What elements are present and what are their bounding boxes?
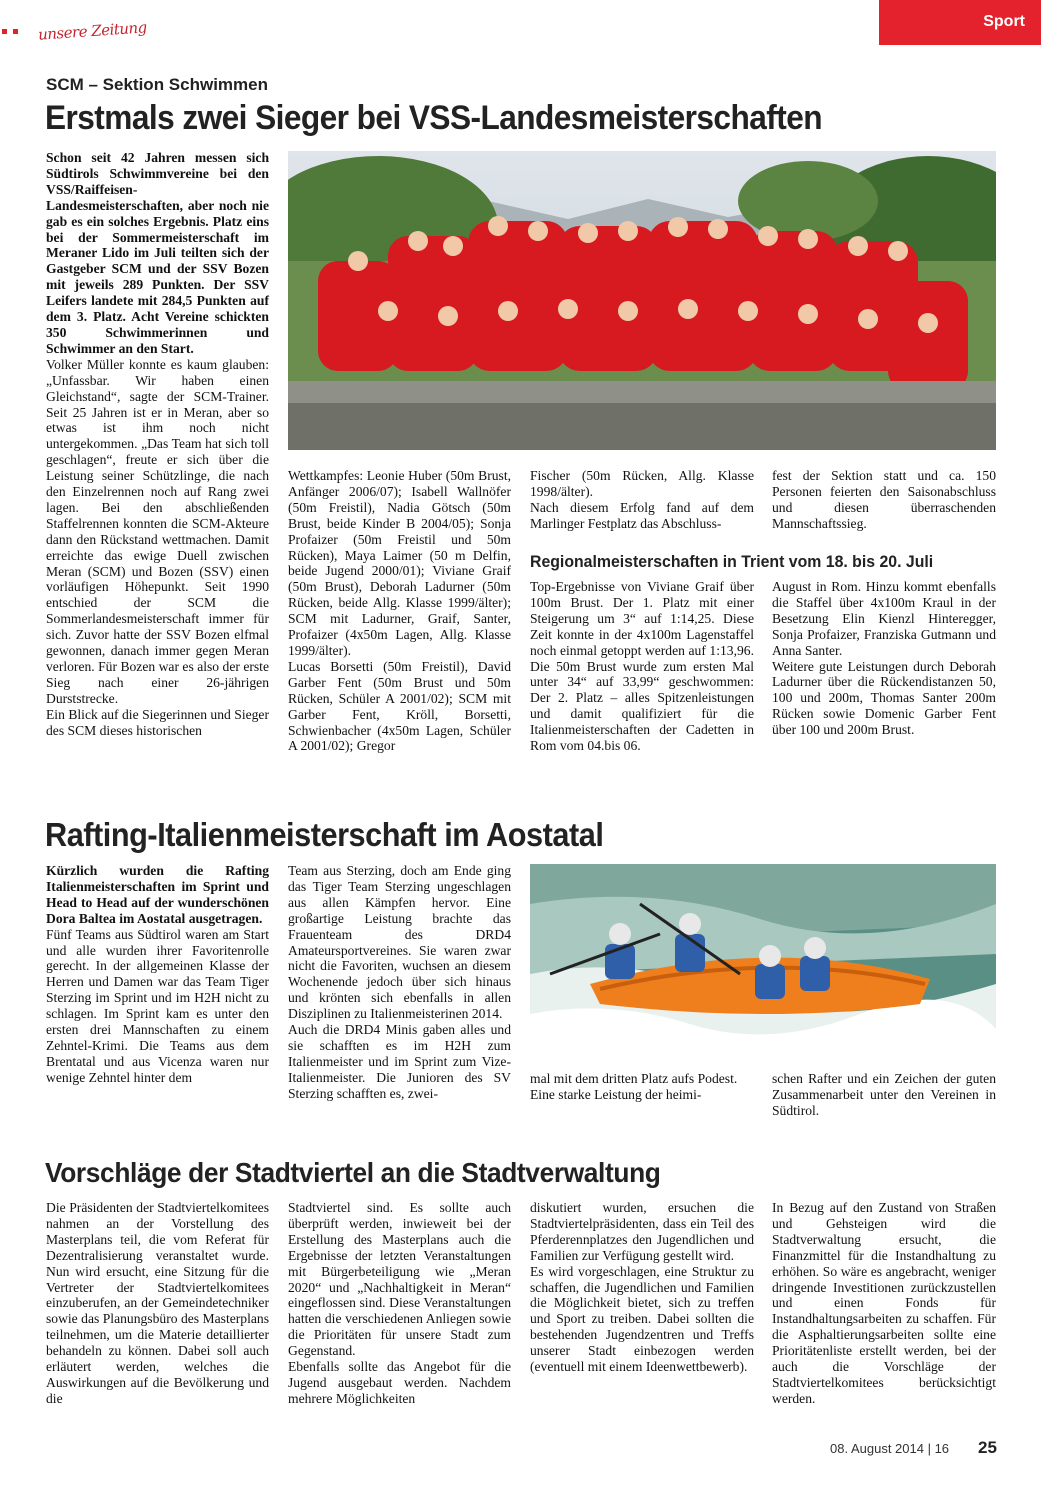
article3-col1: Die Präsidenten der Stadtviertelkomitees nahmen an der Vorstellung des Masterplans teil, die vom Referat für Dezentralisierung veranstaltet wurde. Nun wird ersucht, eine Sitzung für die Vertreter der Stadtviertelkomitees einzuberufen, an der Gemeindetechniker sowie das Planungsbüro des Masterplans teilnehmen, um die Materie detaillierter behandeln zu können. Dabei soll auch erläutert werden, welches die Auswirkungen auf die Bevölkerung und die <box>46 1200 269 1406</box>
article1-column-1 <box>46 150 269 739</box>
article3-column-3 <box>530 1200 754 1375</box>
article1-sub-column-3 <box>530 579 754 754</box>
article2-col1-body: Fünf Teams aus Südtirol waren am Start und alle wurden ihrer Favoritenrolle gerecht. In der allgemeinen Klasse der Herren und Damen war das Team Tiger Sterzing im Sprint und im H2H nicht zu schlagen. Im Sprint kam es unter den ersten drei Mannschaften zu einem Zehntel-Krimi. Die Teams aus dem Brentatal und aus Vicenza waren nur wenige Zehntel hinter dem <box>46 926 269 1085</box>
article3-col2-tail: Ebenfalls sollte das Angebot für die Jugend ausgebaut werden. Nachdem mehrere Möglichkeiten <box>288 1359 511 1406</box>
section-label: Sport <box>983 13 1025 30</box>
article1-column-3 <box>530 468 754 532</box>
article3-column-2 <box>288 1200 511 1407</box>
swim-team-photo <box>288 151 996 450</box>
article1-col3-sub: Top-Ergebnisse von Viviane Graif über 100m Brust. Der 1. Platz mit einer Steigerung um 3“ auf 1:14,25. Diese Zeit konnte in der 4x100m Lagenstaffel noch einmal getoppt werden auf 1:13,96. Die 50m Brust wurde zum ersten Mal unter 34“ auf 33,99“ geschwommen: Der 2. Platz – alles Spitzenleistungen und damit qualifiziert für die Italienmeisterschaften der Cadetten in Rom vom 04.bis 06. <box>530 579 754 754</box>
article1-col3-tail: Nach diesem Erfolg fand auf dem Marlinger Festplatz das Abschluss- <box>530 499 754 531</box>
article1-lead: Schon seit 42 Jahren messen sich Südtirols Schwimmvereine bei den VSS/Raiffeisen- Landesmeisterschaften, aber noch nie gab es ein solches Ergebnis. Platz eins bei der Sommermeisterschaft im Meraner Lido im Juli teilten sich der Gastgeber SCM und der SSV Bozen mit jeweils 289 Punkten. Der SSV Leifers landete mit 284,5 Punkten auf dem 3. Platz. Acht Vereine schickten 350 Schwimmerinnen und Schwimmer an den Start. <box>46 150 269 356</box>
rafting-photo <box>530 864 996 1060</box>
article1-subhead: Regionalmeisterschaften in Trient vom 18. bis 20. Juli <box>530 553 934 571</box>
article2-lead: Kürzlich wurden die Rafting Italienmeisterschaften im Sprint und Head to Head auf der wunderschönen Dora Baltea im Aostatal ausgetragen. <box>46 863 269 926</box>
article2-column-3 <box>530 1071 754 1103</box>
article1-column-4 <box>772 468 996 532</box>
article2-col3-tail: Eine starke Leistung der heimi- <box>530 1086 702 1102</box>
article1-column-2 <box>288 468 511 754</box>
article1-col1-tail: Ein Blick auf die Siegerinnen und Sieger des SCM dieses historischen <box>46 706 269 738</box>
article2-col2-body: Team aus Sterzing, doch am Ende ging das Tiger Team Sterzing ungeschlagen aus allen Kämpfen hervor. Eine großartige Leistung brachte das Frauenteam des DRD4 Amateursportvereines. Sie waren zwar nicht die Favoriten, wuchsen an diesem Wochenende jedoch über sich hinaus und krönten sich ebenfalls in allen Disziplinen zu Italienmeisterinen 2014. <box>288 863 511 1022</box>
article1-headline: Erstmals zwei Sieger bei VSS-Landesmeisterschaften <box>45 99 822 137</box>
article2-headline: Rafting-Italienmeisterschaft im Aostatal <box>45 816 604 853</box>
article1-col4-body: fest der Sektion statt und ca. 150 Personen feierten den Saisonabschluss und diesen überraschenden Mannschaftssieg. <box>772 468 996 531</box>
article3-col2: Stadtviertel sind. Es sollte auch überprüft werden, inwieweit bei der Erstellung des Masterplans auch die Ergebnisse der letzten Veranstaltungen mit Bürgerbeteiligung wie „Meran 2020“ und „Nachhaltigkeit in Meran“ eingeflossen sind. Diese Veranstaltungen hatten die verschiedenen Anliegen sowie die Prioritäten für unsere Stadt zum Gegenstand. <box>288 1200 511 1359</box>
article1-kicker: SCM – Sektion Schwimmen <box>46 75 268 94</box>
article3-col3: diskutiert wurden, ersuchen die Stadtviertelpräsidenten, dass ein Teil des Pferderennplatzes den Jugendlichen und Familien zur Verfügung gestellt wird. <box>530 1200 754 1263</box>
header-dots <box>2 29 20 35</box>
article2-col2-tail: Auch die DRD4 Minis gaben alles und sie schafften es im H2H zum Italienmeister und im Sprint zum Vize-Italienmeister. Die Junioren des SV Sterzing schafften es, zwei- <box>288 1022 511 1101</box>
article1-col4-sub-tail: Weitere gute Leistungen durch Deborah Ladurner über die Rückendistanzen 50, 100 und 200m, Thomas Santer 200m Rücken sowie Domenic Garber Fent über 100 und 200m Brust. <box>772 658 996 738</box>
article2-column-4 <box>772 1071 996 1119</box>
article3-col4: In Bezug auf den Zustand von Straßen und Gehsteigen wird die Stadtverwaltung ersucht, die Finanzmittel für die Instandhaltung zu erhöhen. So wäre es angebracht, weniger dringende Investitionen zurückzustellen und einen Fonds für Instandhaltungsarbeiten zu schaffen. Für die Asphaltierungsarbeiten sollte eine Prioritätenliste erstellt werden, bei der auch die Vorschläge der Stadtviertelkomitees berücksichtigt werden. <box>772 1200 996 1406</box>
page-number: 25 <box>978 1438 997 1457</box>
footer-date: 08. August 2014 | 16 <box>830 1441 950 1456</box>
article1-col2-tail: Lucas Borsetti (50m Freistil), David Garber Fent (50m Brust und 50m Rücken, Schüler A 2001/02); SCM mit Garber Fent, Kröll, Borsetti, Schwienbacher (4x50m Lagen, Schüler A 2001/02); Gregor <box>288 658 511 754</box>
article3-headline: Vorschläge der Stadtviertel an die Stadtverwaltung <box>45 1157 661 1188</box>
section-tab <box>879 0 1041 45</box>
article1-col2-body: Wettkampfes: Leonie Huber (50m Brust, Anfänger 2006/07); Isabell Wallnöfer (50m Freistil), Nadia Götsch (50m Brust, beide Kinder B 2004/05); Sonja Profaizer (50m Freistil und 50m Rücken), Maya Laimer (50 m Delfin, beide Jugend 2000/01); Viviane Graif (50m Brust), Deborah Ladurner (50m Rücken, beide Allg. Klasse 1999/älter); SCM mit Ladurner, Graif, Santer, Profaizer (4x50m Lagen, Allg. Klasse 1999/älter). <box>288 468 511 658</box>
article3-col3-tail: Es wird vorgeschlagen, eine Struktur zu schaffen, die Jugendlichen und Familien die Möglichkeit bietet, sich zu treffen und Sport zu treiben. Dabei sollten die bestehenden Jugendzentren und Treffs unserer Stadt einbezogen werden (eventuell mit einem Ideenwettbewerb). <box>530 1263 754 1375</box>
article2-col3-body: mal mit dem dritten Platz aufs Podest. <box>530 1071 738 1086</box>
article3-column-1 <box>46 1200 269 1407</box>
article2-column-2 <box>288 863 511 1102</box>
brand-logo <box>38 18 148 44</box>
article1-sub-column-4 <box>772 579 996 738</box>
article3-column-4 <box>772 1200 996 1407</box>
article1-col1-body: Volker Müller konnte es kaum glauben: „Unfassbar. Wir haben einen Gleichstand“, sagte der SCM-Trainer. Seit 25 Jahren ist er in Meran, aber so etwas ist ihm noch nicht untergekommen. „Das Team hat sich toll geschlagen“, freute er sich über die Leistung seiner Schützlinge, die nach den Einzelrennen noch auf Rang zwei lagen. Bei den abschließenden Staffelrennen konnten die SCM-Akteure dann den Rückstand wettmachen. Damit erreichte das ewige Duell zwischen Meran (SCM) und Bozen (SSV) einen vorläufigen Höhepunkt. Seit 1990 entschied der SCM die Sommerlandesmeisterschaft immer für sich. Zuvor hatte der SSV Bozen elfmal gewonnen, danach immer gegen Meran verloren. Für Bozen war es also der erste Sieg nach einer 26-jährigen Durststrecke. <box>46 356 269 706</box>
article2-col4-body: schen Rafter und ein Zeichen der guten Zusammenarbeit unter den Vereinen in Südtirol. <box>772 1071 996 1118</box>
brand-logo-text: unsere Zeitung <box>37 18 148 44</box>
article2-column-1 <box>46 863 269 1086</box>
article1-col3-body: Fischer (50m Rücken, Allg. Klasse 1998/älter). <box>530 468 754 499</box>
article1-col4-sub: August in Rom. Hinzu kommt ebenfalls die Staffel über 4x100m Kraul in der Besetzung Elin Kienzl Hinteregger, Sonja Profaizer, Franziska Gutmann und Anna Santer. <box>772 579 996 658</box>
